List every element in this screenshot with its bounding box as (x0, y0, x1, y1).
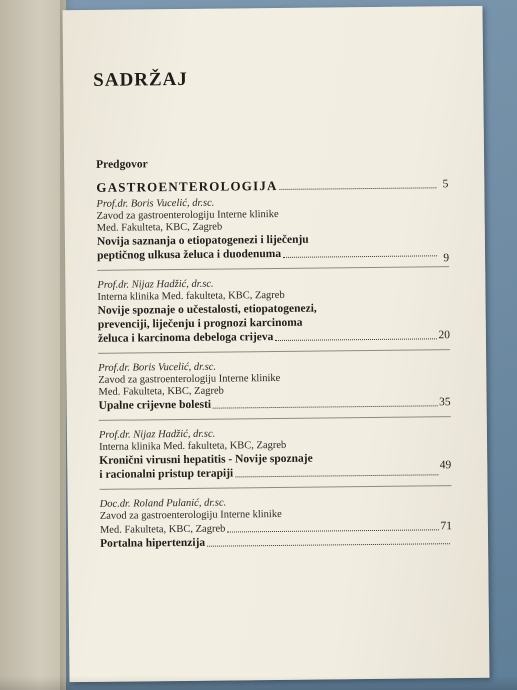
entry-affiliation: Zavod za gastroenterologiju Interne klinike (99, 508, 282, 522)
toc-entry[interactable] (97, 276, 450, 354)
entry-author: Prof.dr. Boris Vucelić, dr.sc. (96, 197, 215, 210)
entry-page: 71 (440, 520, 452, 533)
toc-entry[interactable] (99, 426, 452, 490)
toc-entry[interactable] (98, 359, 451, 421)
entry-title: Upalne crijevne bolesti (98, 398, 212, 412)
page-title: SADRŽAJ (93, 68, 188, 91)
leader-dots (283, 254, 437, 258)
entry-title: peptičnog ulkusa želuca i duodenuma (97, 247, 282, 262)
leader-dots (213, 404, 437, 408)
divider (100, 485, 452, 490)
entry-affiliation: Interna klinika Med. fakulteta, KBC, Zagreb (97, 289, 285, 303)
toc-section[interactable] (96, 177, 448, 195)
preface-title: Predgovor (96, 158, 148, 171)
entry-page: 35 (439, 396, 451, 409)
entry-page: 49 (439, 459, 452, 472)
entry-title-last-row (100, 533, 452, 551)
entry-author: Prof.dr. Nijaz Hadžić, dr.sc. (98, 428, 216, 441)
entry-title-last-row (97, 245, 449, 263)
left-page-edge (0, 0, 66, 690)
book-page (62, 6, 489, 682)
toc-preface[interactable] (96, 154, 448, 172)
divider (98, 349, 450, 354)
entry-author: Prof.dr. Nijaz Hadžić, dr.sc. (97, 278, 214, 291)
entry-author: Prof.dr. Boris Vucelić, dr.sc. (98, 361, 217, 374)
entry-title: Novije spoznaje o učestalosti, etiopatogenezi, (97, 302, 317, 317)
preface-page: 5 (442, 178, 449, 191)
toc-entry[interactable] (96, 195, 449, 271)
entry-affiliation: Med. Fakulteta, KBC, Zagreb (99, 523, 226, 536)
entry-affiliation: Med. Fakulteta, KBC, Zagreb (96, 221, 223, 234)
entry-author: Doc.dr. Roland Pulanić, dr.sc. (99, 497, 227, 510)
entry-page: 20 (438, 329, 450, 342)
entry-title-last-row (98, 328, 450, 346)
section-heading: GASTROENTEROLOGIJA (96, 177, 278, 195)
entry-title: i racionalni pristup terapiji (99, 467, 234, 481)
entry-affiliation: Zavod za gastroenterologiju Interne klinike (96, 208, 279, 222)
entry-affiliation: Interna klinika Med. fakulteta, KBC, Zagreb (99, 439, 287, 453)
entry-title-last-row (99, 395, 451, 413)
entry-title: prevenciji, liječenju i prognozi karcinoma (97, 316, 303, 331)
divider (97, 266, 449, 271)
table-of-contents (96, 154, 452, 551)
leader-dots (207, 542, 450, 547)
entry-affiliation: Zavod za gastroenterologiju Interne klinike (98, 372, 281, 386)
entry-title: Novija saznanja o etiopatogenezi i liječenju (96, 233, 309, 248)
leader-dots (227, 528, 438, 532)
leader-dots (235, 473, 438, 477)
divider (99, 416, 451, 421)
entry-title: Portalna hipertenzija (100, 536, 206, 550)
entry-page: 9 (443, 252, 450, 265)
leader-dots (280, 186, 437, 190)
entry-affiliation: Med. Fakulteta, KBC, Zagreb (98, 385, 224, 398)
toc-entry[interactable] (100, 495, 453, 551)
bottom-shadow (0, 676, 517, 690)
entry-title: Kronični virusni hepatitis - Novije spoznaje (99, 452, 313, 467)
entry-title: želuca i karcinoma debeloga crijeva (97, 331, 274, 345)
leader-dots (275, 337, 436, 341)
